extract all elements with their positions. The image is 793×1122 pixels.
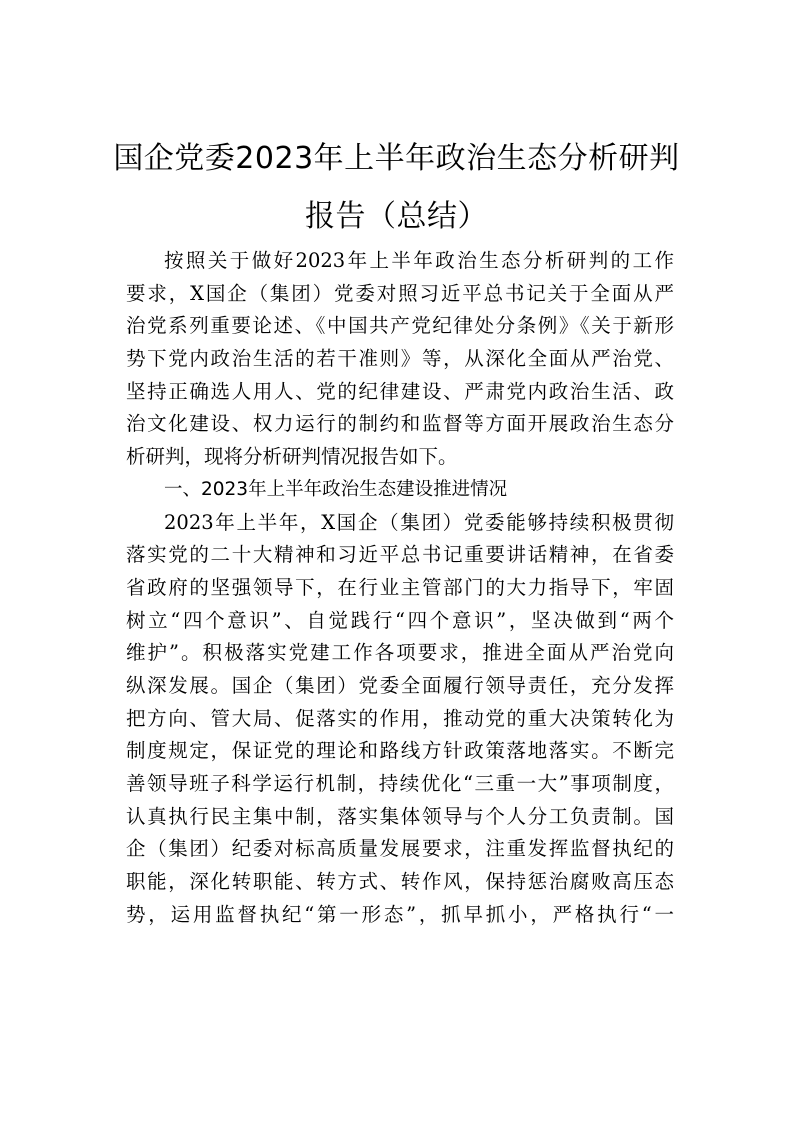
paragraph-1-line: 坚持正确选人用人、党的纪律建设、严肃党内政治生活、政 [126, 379, 674, 403]
paragraph-1-line: 要求，X国企（集团）党委对照习近平总书记关于全面从严 [126, 281, 674, 305]
paragraph-2-line: 制度规定，保证党的理论和路线方针政策落地落实。不断完 [126, 739, 674, 763]
paragraph-2-line: 势，运用监督执纪“第一形态”，抓早抓小，严格执行“一 [126, 902, 674, 926]
document-body [126, 245, 674, 931]
paragraph-2-line: 落实党的二十大精神和习近平总书记重要讲话精神，在省委 [126, 543, 674, 567]
paragraph-2-line: 纵深发展。国企（集团）党委全面履行领导责任，充分发挥 [126, 673, 674, 697]
paragraph-1-line: 治文化建设、权力运行的制约和监督等方面开展政治生态分 [126, 412, 674, 436]
paragraph-2-line: 省政府的坚强领导下，在行业主管部门的大力指导下，牢固 [126, 575, 674, 599]
paragraph-2-line: 把方向、管大局、促落实的作用，推动党的重大决策转化为 [126, 706, 674, 730]
paragraph-2-line: 认真执行民主集中制，落实集体领导与个人分工负责制。国 [126, 804, 674, 828]
paragraph-2-line: 2023年上半年，X国企（集团）党委能够持续积极贯彻 [164, 510, 674, 534]
paragraph-2-line: 树立“四个意识”、自觉践行“四个意识”，坚决做到“两个 [126, 608, 674, 632]
paragraph-1-line: 析研判，现将分析研判情况报告如下。 [126, 445, 458, 469]
document-title [110, 130, 683, 246]
paragraph-2-line: 维护”。积极落实党建工作各项要求，推进全面从严治党向 [126, 641, 674, 665]
paragraph-1-line: 治党系列重要论述、《中国共产党纪律处分条例》《关于新形 [126, 314, 674, 338]
title-line-2: 报告（总结） [305, 199, 488, 234]
paragraph-2-line: 善领导班子科学运行机制，持续优化“三重一大”事项制度， [126, 772, 674, 795]
paragraph-1-line: 势下党内政治生活的若干准则》等，从深化全面从严治党、 [126, 347, 674, 371]
paragraph-2-line: 企（集团）纪委对标高质量发展要求，注重发挥监督执纪的 [126, 837, 674, 861]
section-heading-1: 一、2023年上半年政治生态建设推进情况 [164, 478, 508, 500]
paragraph-1-line: 按照关于做好2023年上半年政治生态分析研判的工作 [164, 249, 674, 272]
paragraph-2-line: 职能，深化转职能、转方式、转作风，保持惩治腐败高压态 [126, 870, 674, 894]
title-line-1: 国企党委2023年上半年政治生态分析研判 [113, 141, 680, 176]
